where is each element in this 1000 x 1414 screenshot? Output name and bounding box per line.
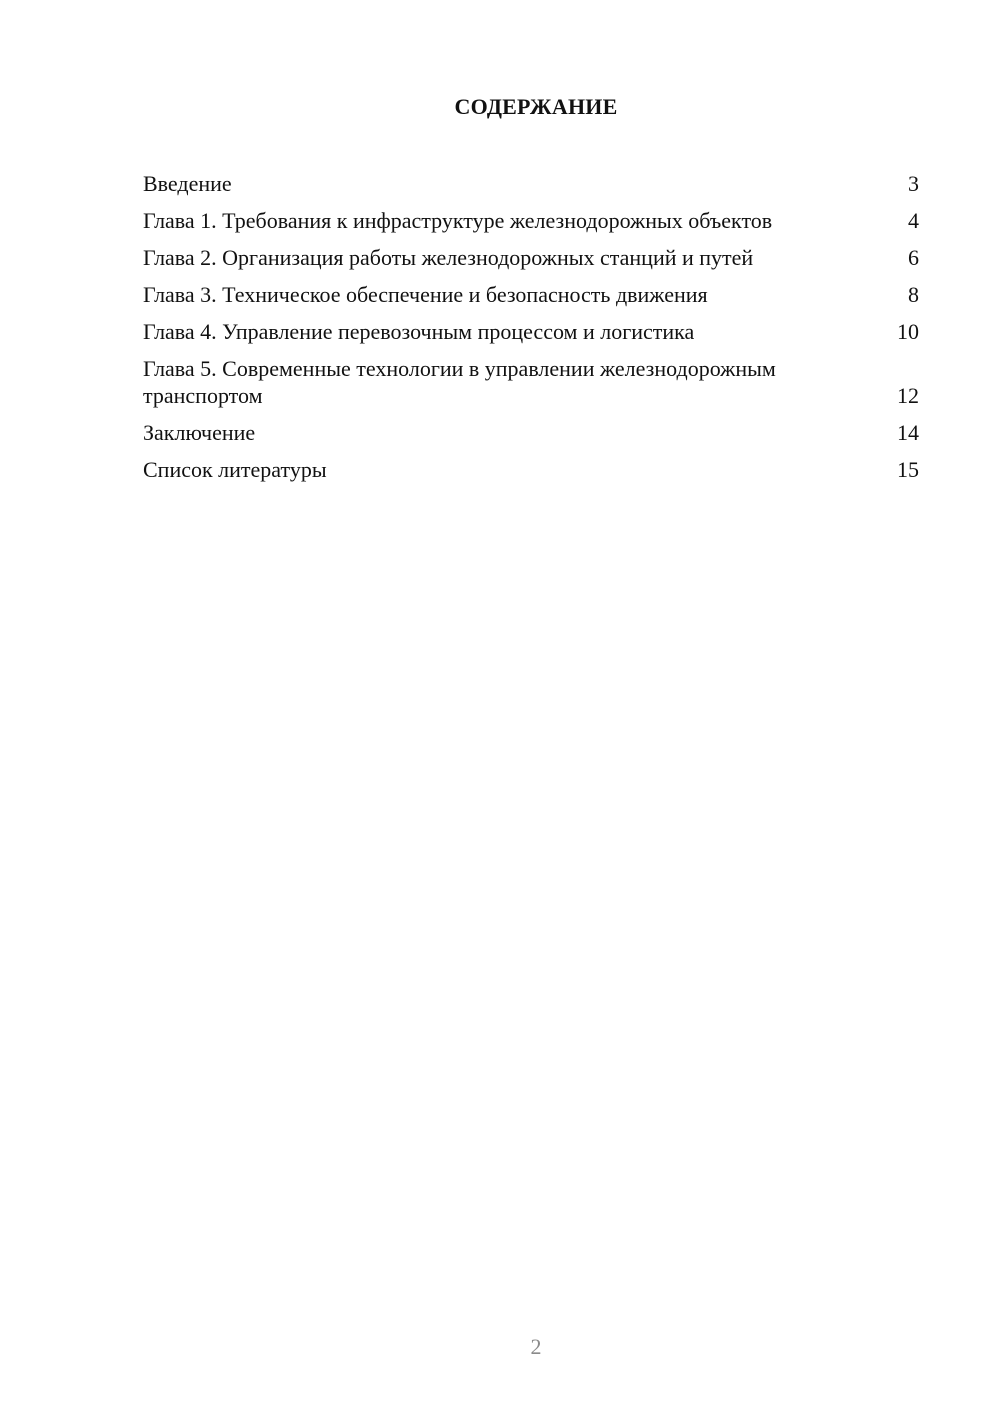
toc-entry-title: Глава 3. Техническое обеспечение и безопасность движения [143,282,708,307]
toc-entry-title: Список литературы [143,457,327,482]
toc-entry-references [143,456,919,483]
toc-entry-title: Заключение [143,420,256,445]
toc-entry-chapter-5 [143,355,919,409]
toc-entry-page: 4 [908,208,919,233]
toc-entry-title: Глава 5. Современные технологии в управлении железнодорожным транспортом [143,356,776,408]
toc-entry-title: Введение [143,171,232,196]
toc-entry-page: 6 [908,245,919,270]
toc-entry-page: 14 [897,420,919,445]
toc-entry-title: Глава 4. Управление перевозочным процессом и логистика [143,319,695,344]
toc-entry-page: 15 [897,457,919,482]
toc-entry-page: 8 [908,282,919,307]
toc-entry-page: 10 [897,319,919,344]
toc-entry-chapter-2 [143,244,919,271]
toc-entry-chapter-3 [143,281,919,308]
toc-entry-conclusion [143,419,919,446]
toc-entry-introduction [143,170,919,197]
toc-entry-page: 3 [908,171,919,196]
toc-entry-chapter-1 [143,207,919,234]
toc-entry-chapter-4 [143,318,919,345]
page-number: 2 [530,1334,542,1359]
toc-entry-title: Глава 2. Организация работы железнодорожных станций и путей [143,245,754,270]
toc-entry-page: 12 [897,383,919,408]
toc-entry-title: Глава 1. Требования к инфраструктуре железнодорожных объектов [143,208,773,233]
table-of-contents [143,170,919,493]
page-title: СОДЕРЖАНИЕ [454,94,618,119]
